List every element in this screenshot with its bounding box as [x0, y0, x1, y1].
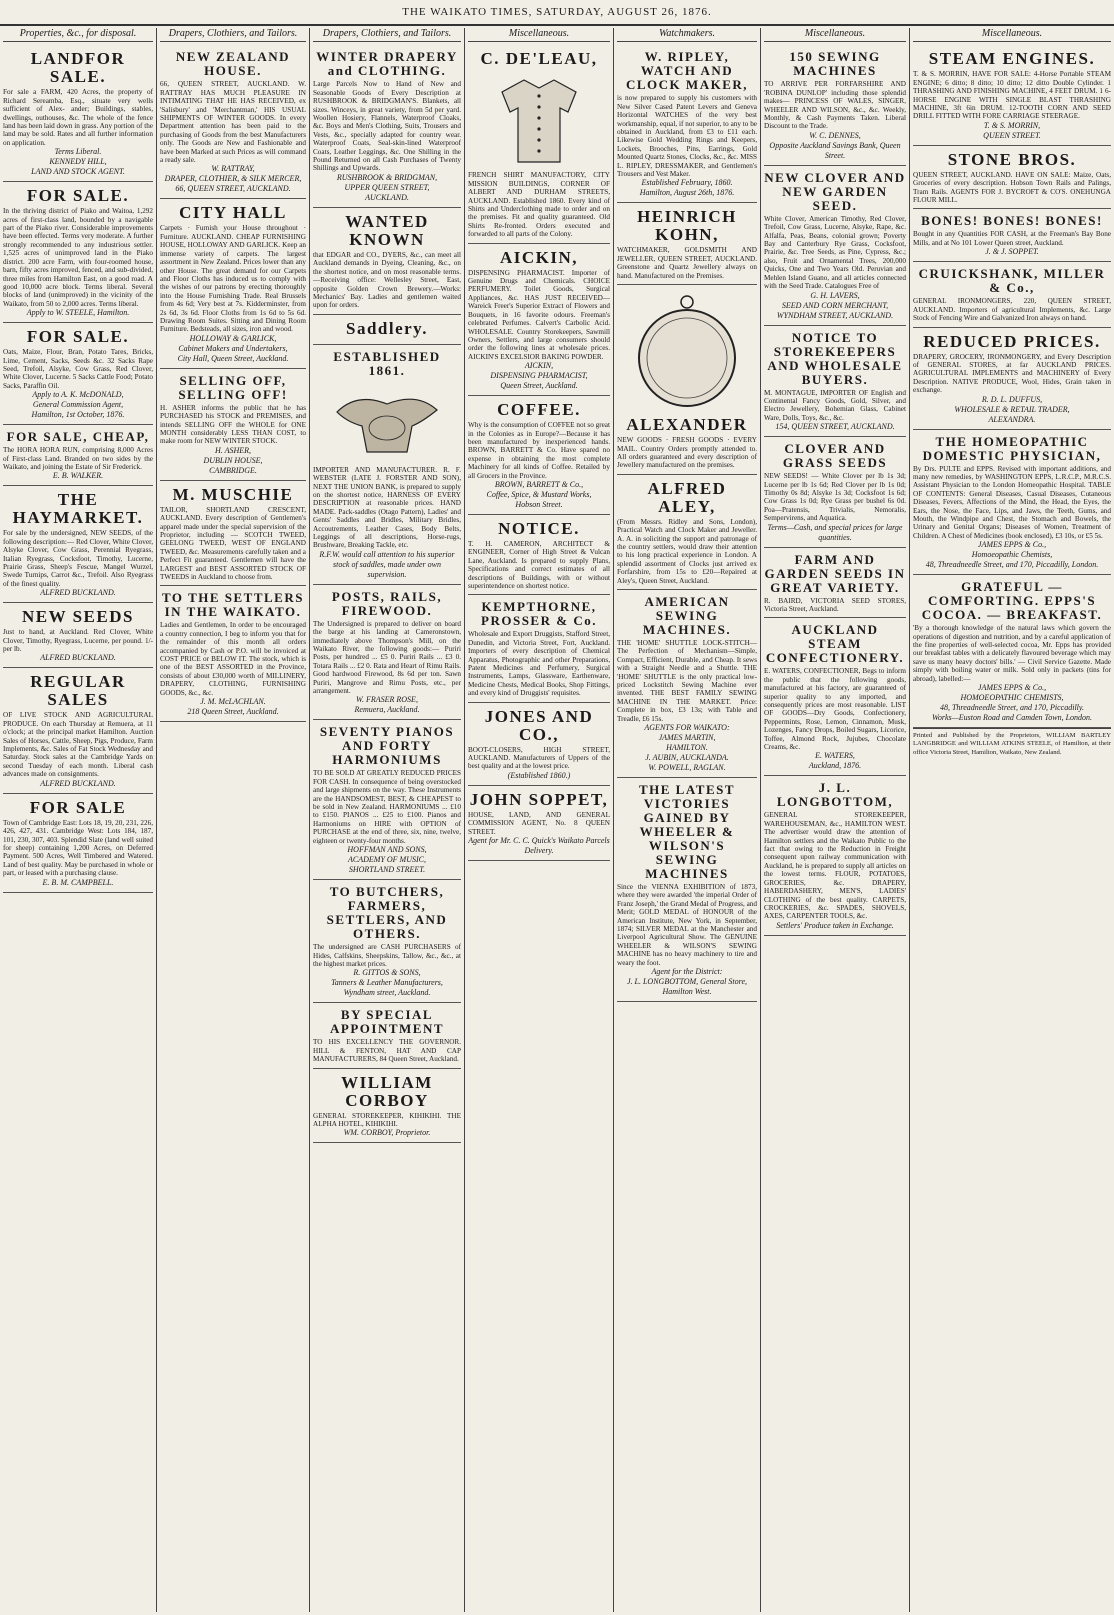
ad-body: The undersigned are CASH PURCHASERS of Hides, Calfskins, Sheepskins, Tallow, &c., &c., at the highest market prices.: [313, 943, 461, 968]
ad-title: SEVENTY PIANOS AND FORTY HARMONIUMS: [319, 724, 455, 768]
advertisement: [468, 396, 610, 515]
advertisement: [468, 515, 610, 595]
ad-signature: 66, QUEEN STREET, AUCKLAND.: [175, 184, 291, 194]
ad-title: NOTICE TO STOREKEEPERS AND WHOLESALE BUYERS.: [767, 329, 903, 387]
ad-title: ESTABLISHED 1861.: [333, 348, 441, 378]
ad-title: CITY HALL: [179, 203, 287, 223]
column-6: [761, 28, 910, 1612]
advertisement: [913, 209, 1111, 262]
ad-body: NEW GOODS · FRESH GOODS · EVERY MAIL. Country Orders promptly attended to. All orders guaranteed and every description of Jewellery manufactured on the premises.: [617, 436, 757, 470]
ad-title: J. L. LONGBOTTOM,: [776, 780, 894, 810]
ad-title: BONES! BONES! BONES!: [921, 213, 1103, 229]
advertisement: [617, 45, 757, 203]
ad-signature: HAMILTON.: [666, 743, 708, 753]
ad-signature: (Established 1860.): [507, 770, 571, 780]
ad-signature: DRAPER, CLOTHIER, & SILK MERCER,: [164, 174, 302, 184]
ad-body: Just to hand, at Auckland. Red Clover, White Clover, Timothy, Ryegrass, Lucerne, per pound. 1/- per lb.: [3, 628, 153, 654]
ad-signature: JAMES EPPS & Co.,: [977, 683, 1047, 693]
ad-body: Bought in any Quantities FOR CASH, at the Freeman's Bay Bone Mills, and at No 101 Lower Queen street, Auckland.: [913, 230, 1111, 247]
ad-signature: QUEEN STREET.: [983, 130, 1041, 140]
column-header: Drapers, Clothiers, and Tailors.: [160, 28, 306, 42]
column-header: Miscellaneous.: [913, 28, 1111, 42]
ad-signature: E. B. M. CAMPBELL.: [42, 877, 114, 887]
column-header: Properties, &c., for disposal.: [3, 28, 153, 42]
ad-signature: Auckland, 1876.: [808, 761, 862, 771]
ad-body: R. BAIRD, VICTORIA SEED STORES, Victoria Street, Auckland.: [764, 596, 906, 613]
advertisement: [313, 208, 461, 315]
ad-title: STEAM ENGINES.: [928, 49, 1096, 69]
ad-signature: Hamilton West.: [662, 987, 712, 997]
ad-signature: Coffee, Spice, & Mustard Works,: [486, 489, 592, 499]
ad-signature: ALEXANDRA.: [988, 414, 1036, 424]
ad-signature: ACADEMY OF MUSIC,: [348, 855, 426, 865]
ad-signature: Remuera, Auckland.: [354, 705, 420, 715]
ad-signature: AUCKLAND.: [365, 192, 409, 202]
advertisement: [313, 880, 461, 1003]
ad-signature: DISPENSING PHARMACIST,: [490, 371, 588, 381]
ad-title: FOR SALE.: [26, 186, 130, 206]
ad-body: White Clover, American Timothy, Red Clover, Trefoil, Cow Grass, Lucerne, Alsyke, Rape, &c. Alfalfa, Peas, Beans, colonial grown; Poverty Bay and Canterbury Rye Grass, Cocksfoot, Prairie, &c. Tree Seeds, as Pine, Cypress, &c.; also, Fruit and Ornamental Trees, 200,000 Quicks, One and Two Years Old. Peruvian and Mehlen Island Guano, and all articles connected with the Seed Trade. Catalogues Free of: [764, 214, 906, 291]
ad-body: Ladies and Gentlemen, In order to be encouraged a country connection, I beg to inform you that for the remainder of this month all orders accompanied by Cash or P.O. will be invoiced at COST PRICE or BELOW IT. The stock, which is one of the BEST ASSORTED in the Province, consists of about £30,000 worth of MILLINERY, DRAPERY, CLOTHING, FURNISHING GOODS, &c., &c.: [160, 621, 306, 697]
advertisement: [617, 778, 757, 1002]
ad-title: POSTS, RAILS, FIREWOOD.: [331, 588, 443, 618]
ad-title: HEINRICH KOHN,: [637, 207, 737, 245]
column-ads: [3, 45, 153, 892]
column-1: [0, 28, 157, 1612]
ad-signature: E. B. WALKER.: [52, 471, 104, 481]
advertisement: [764, 548, 906, 619]
ad-body: Oats, Maize, Flour, Bran, Potato Tares, Bricks, Lime, Cement, Sacks, Seeds &c. 32 Sacks Rape Seed, Trefoil, Alsyke, Cow Grass, Red Clover, White Clover, Lucerne. 5 Sacks Cattle Food; Potato Sacks, Paraffin Oil.: [3, 348, 153, 390]
ad-signature: J. L. LONGBOTTOM, General Store,: [626, 977, 747, 987]
ad-signature: R.F.W. would call attention to his superior stock of saddles, made under own supervision.: [319, 549, 455, 579]
advertisement: [160, 481, 306, 587]
ad-title: BY SPECIAL APPOINTMENT: [330, 1007, 444, 1037]
ad-title: C. DE'LEAU,: [480, 49, 598, 69]
advertisement: [468, 786, 610, 861]
ad-signature: Opposite Auckland Savings Bank, Queen Street.: [769, 140, 901, 160]
ad-signature: 154, QUEEN STREET, AUCKLAND.: [775, 422, 895, 432]
ad-title: W. RIPLEY, WATCH AND CLOCK MAKER,: [626, 49, 748, 93]
advertisement: [3, 668, 153, 793]
ad-signature: LAND AND STOCK AGENT.: [31, 167, 125, 177]
ad-signature: AGENTS FOR WAIKATO:: [644, 723, 730, 733]
ad-title: ALFRED ALEY,: [647, 478, 727, 516]
ad-body: GENERAL STOREKEEPER, WAREHOUSEMAN, &c., HAMILTON WEST. The advertiser would draw the attention of Hamilton settlers and the Waikato Public to the fact that owing to the Reduction in Freight consequent upon railway communication with Auckland, he is prepared to supply all articles on the lowest terms. FLOUR, POTATOES, GROCERIES, &c. DRAPERY, HABERDASHERY, MEN'S, LADIES' CLOTHING of the best quality. CARPETS, CROCKERIES, &c. SPADES, SHOVELS, AXES, CARPENTER TOOLS, &c.: [764, 811, 906, 921]
ad-body: GENERAL IRONMONGERS, 220, QUEEN STREET, AUCKLAND. Importers of agricultural Implements, &c. Large Stock of Fencing Wire and Galvanized Iron always on hand.: [913, 297, 1111, 323]
ad-signature: Cabinet Makers and Undertakers,: [178, 343, 288, 353]
column-ads: [468, 45, 610, 861]
ad-body: 'By a thorough knowledge of the natural laws which govern the operations of digestion and nutrition, and by a careful application of the fine properties of well-selected cocoa, Mr. Epps has provided our breakfast tables with a delicately flavoured beverage which may save us many heavy doctors' bills.' — Civil Service Gazette. Made simply with boiling water or milk. Sold only in packets (tins for abroad), labelled:—: [913, 624, 1111, 683]
ad-body: 66, QUEEN STREET, AUCKLAND. W. RATTRAY HAS MUCH PLEASURE IN INTIMATING THAT HE HAS RECEIVED, ex 'Salisbury' and 'Merchantman,' HIS USUAL SHIPMENTS OF WINTER GOODS. In every Department attention has been paid to the purchasing of Goods from the best Manufacturers only. The Goods are New and Fashionable and have been Marked at such Prices as will command a ready sale.: [160, 80, 306, 165]
ad-signature: HOFFMAN AND SONS,: [347, 845, 427, 855]
ad-title: NOTICE.: [498, 518, 580, 538]
ad-signature: Hamilton, 1st October, 1876.: [31, 410, 125, 420]
ad-body: Why is the consumption of COFFEE not so great in the Colonies as in Europe?—Because it has been manufactured by inexperienced hands. BROWN, BARRETT & Co. Have spared no expense in obtaining the most complete Machinery for all kinds of Coffee. Retailed by all Grocers in the Province.: [468, 421, 610, 480]
ad-body: (From Messrs. Ridley and Sons, London), Practical Watch and Clock Maker and Jeweller. A. A. in soliciting the support and patronage of the country settlers, would draw their attention to his long practical experience in London. A splendid assortment of Clocks just arrived ex Forfarshire, from 15s to £20—Repaired at Aley's, Queen Street, Auckland.: [617, 517, 757, 585]
column-2: [157, 28, 310, 1612]
advertisement: [913, 328, 1111, 430]
advertisement: [468, 595, 610, 702]
ad-signature: T. & S. MORRIN,: [983, 120, 1041, 130]
column-header: Miscellaneous.: [764, 28, 906, 42]
ad-signature: J. AUBIN, AUCKLANDA.: [645, 753, 729, 763]
advertisement: [468, 244, 610, 396]
ad-body: DRAPERY, GROCERY, IRONMONGERY, and Every Description of GENERAL STORES, at far AUCKLAND PRICES. AGRICULTURAL IMPLEMENTS and MACHINERY of Every Description. NATIVE PRODUCE, Wool, Hides, Grain taken in exchange.: [913, 352, 1111, 395]
advertisement: [313, 585, 461, 721]
ad-signature: J. & J. SOPPET.: [985, 247, 1039, 257]
ad-signature: W. C. DENNES,: [809, 130, 861, 140]
ad-title: STONE BROS.: [947, 149, 1077, 169]
ad-body: OF LIVE STOCK AND AGRICULTURAL PRODUCE. On each Thursday at Remuera, at 11 o'clock; at the principal market Hamilton. Auction Sales of Horses, Cattle, Sheep, Pigs, Produce, Farm Implements, &c. Sales of Fat Stock Wednesday and Saturday. Stock sales at the Cambridge Yards on second Tuesday of each month. Liberal cash advances made on consignments.: [3, 711, 153, 779]
ad-title: NEW SEEDS: [22, 607, 134, 627]
ad-signature: Wyndham street, Auckland.: [343, 988, 431, 998]
ad-signature: ALFRED BUCKLAND.: [40, 778, 116, 788]
ad-signature: CAMBRIDGE.: [209, 465, 257, 475]
column-4: [465, 28, 614, 1612]
ad-body: Wholesale and Export Druggists, Stafford Street, Dunedin, and Victoria Street, Fort, Auckland. Importers of every description of Chemical Apparatus, Photographic and other Preparations, Patent Medicines and Perfumery, Surgical Instruments, Lamps, Glassware, Earthenware, Medicine Chests, Medical Books, Shop Fittings, and every kind of Druggists' requisites.: [468, 630, 610, 698]
ad-title: FOR SALE: [29, 797, 127, 817]
ad-signature: RUSHBROOK & BRIDGMAN,: [336, 172, 438, 182]
ad-title: NEW ZEALAND HOUSE.: [175, 49, 291, 79]
advertisement: [764, 326, 906, 438]
ad-body: FRENCH SHIRT MANUFACTORY, CITY MISSION BUILDINGS, CORNER OF ALBERT AND DURHAM STREETS, AUCKLAND. Established 1860. Every kind of Shirts and Underclothing made to order and on the premises. Fit and quality guaranteed. Old Shirts Re-fronted. Orders executed and forwarded to all parts of the Colony.: [468, 171, 610, 239]
column-ads: [617, 45, 757, 1002]
ad-signature: AICKIN,: [524, 361, 554, 371]
ad-signature: Tanners & Leather Manufacturers,: [331, 978, 443, 988]
ad-signature: W. POWELL, RAGLAN.: [648, 763, 726, 773]
ad-title: JONES AND CO.,: [484, 706, 594, 744]
ad-signature: WYNDHAM STREET, AUCKLAND.: [776, 310, 894, 320]
ad-body: The Undersigned is prepared to deliver on board the barge at his landing at Cameronstown, immediately above Thompson's Mill, on the Waikato River, the following goods:— Puriri Posts, per hundred ... £5 0. Puriri Rails ... £3 0. Totara Rails ... £2 0. Rata and Heart of Rimu Rails. Good hardwood Firewood, 8s 6d per ton. Sawn Puriri, Mangrove and Rimu Posts, etc., per arrangement.: [313, 619, 461, 696]
ad-body: The HORA HORA RUN, comprising 8,000 Acres of First-class Land. Branded on two sides by the Waikato, and joining the Estate of Sir Frederick.: [3, 446, 153, 471]
ad-signature: Terms Liberal.: [54, 147, 102, 157]
advertisement: [3, 323, 153, 425]
advertisement: [764, 618, 906, 776]
advertisement: [313, 1003, 461, 1068]
ad-signature: W. RATTRAY,: [211, 164, 255, 174]
advertisement: [617, 475, 757, 590]
ad-title: THE LATEST VICTORIES GAINED BY WHEELER & WILSON'S SEWING MACHINES: [638, 782, 736, 882]
ad-signature: ALFRED BUCKLAND.: [40, 588, 116, 598]
masthead: THE WAIKATO TIMES, SATURDAY, AUGUST 26, 1876.: [0, 0, 1114, 26]
ad-body: GENERAL STOREKEEPER, KIHIKIHI. THE ALPHA HOTEL, KIHIKIHI.: [313, 1111, 461, 1128]
ad-signature: Agent for the District:: [651, 967, 723, 977]
advertisement: [3, 603, 153, 668]
ad-signature: Agent for Mr. C. C. Quick's Waikato Parcels Delivery.: [468, 836, 610, 856]
ad-body: T. H. CAMERON, ARCHITECT & ENGINEER, Corner of High Street & Vulcan Lane, Auckland. Is prepared to supply Plans, Specifications and correct estimates of all descriptions of Buildings, with or without superintendence on shortest notice.: [468, 539, 610, 590]
advertisement: [313, 315, 461, 345]
ad-body: Carpets · Furnish your House throughout · Furniture. AUCKLAND. CHEAP FURNISHING HOUSE, HOLLOWAY AND GARLICK. Keep an immense variety of carpets. The largest assortment in New Zealand. Prices lower than any other House. The great demand for our Carpets and Floor Cloths has induced us to comply with the wishes of our patrons by erecting thoroughly into the House Furnishing Trade. Real Brussels from 4s 6d; Very best at 7s. Kidderminster, from 2s 6d, 3s 6d. Floor Cloths from 1s 6d to 5s 6d. Drawing Room Suites. Sitting and Dining Room Furniture. Bedsteads, all sizes, iron and wood.: [160, 224, 306, 334]
ad-title: THE HOMEOPATHIC DOMESTIC PHYSICIAN,: [922, 433, 1102, 463]
advertisement: [3, 425, 153, 486]
advertisement: [764, 45, 906, 165]
ad-title: GRATEFUL — COMFORTING. EPPS'S COCOA. — BREAKFAST.: [921, 579, 1103, 623]
imprint: Printed and Published by the Proprietors, WILLIAM BARTLEY LANGBRIDGE and WILLIAM ATKINS STEELE, of Hamilton, at their office Victoria Street, Hamilton, Waikato, New Zealand.: [913, 728, 1111, 757]
ad-body: In the thriving district of Piako and Waitoa, 1,292 acres of first-class land, bounded by a navigable part of the Piako river. Considerable improvements have been effected. Terms very moderate. A further strongly recommended to any industrious settler. 1,525 acres of unimproved land in the Piako district. 200 acre Farm, with four-roomed house, barn, fifty acres improved, fenced, and sub-divided, three miles from Hamilton East, on a good road. A good 10,000 acre block. Terms liberal. Several blocks of land (unimproved) in the vicinity of the Waikato, from 50 to 2,000 acres. Terms liberal.: [3, 207, 153, 308]
ad-signature: H. ASHER,: [214, 445, 252, 455]
ad-body: BOOT-CLOSERS, HIGH STREET, AUCKLAND. Manufacturers of Uppers of the best quality and at the lowest price.: [468, 745, 610, 771]
advertisement: [160, 45, 306, 199]
advertisement: [764, 437, 906, 547]
ad-signature: General Commission Agent,: [32, 400, 124, 410]
advertisement: [764, 166, 906, 326]
ad-body: WATCHMAKER, GOLDSMITH AND JEWELLER, QUEEN STREET, AUCKLAND. Greenstone and Quartz Jewellery always on hand. Manufactured on the Premises.: [617, 246, 757, 280]
advertisement: [617, 590, 757, 778]
ad-title: M. MUSCHIE: [172, 484, 294, 504]
ad-signature: KENNEDY HILL,: [49, 157, 107, 167]
ad-body: that EDGAR and CO., DYERS, &c., can meet all Auckland demands in Dyeing, Cleaning, &c., on the shortest notice, and on most reasonable terms.—Receiving office: Wellesley Street, East, opposite Golden Crown Brewery.—Works: Mechanics' Bay. Ladies and gentlemen waited upon for orders.: [313, 250, 461, 310]
ad-signature: HOLLOWAY & GARLICK,: [189, 333, 277, 343]
ad-body: DISPENSING PHARMACIST. Importer of Genuine Drugs and Chemicals. CHOICE PERFUMERY. Toilet Goods, Surgical Appliances, &c. HAS JUST RECEIVED— Wareick Freer's Superior Extract of Flowers and Bouquets, in 16 favorite odours. Freeman's celebrated Perfumes. Calvert's Carbolic Acid. WHOLESALE. Country Storekeepers, Sawmill Owners, Settlers, and large consumers should order the following lines at wholesale prices. AICKIN'S EXCELSIOR BAKING POWDER.: [468, 268, 610, 361]
ad-body: Town of Cambridge East: Lots 18, 19, 20, 231, 226, 426, 427, 431. Cambridge West: Lots 184, 187, 101, 230, 307, 403. Splendid Slate (land well suited for sheep) containing 1,200 Acres, on Deferred Payment. 500 Acres, Well Timbered and Watered. Land of best quality. May be purchased in whole or part, or leased with a purchasing clause.: [3, 818, 153, 878]
advertisement: [617, 203, 757, 285]
ad-body: E. WATERS, CONFECTIONER, Begs to inform the public that the following goods, manufactured at his factory, are guaranteed of superior quality to any imported, and consequently prices are most reasonable. LIST OF GOODS—Dry Goods, Confectionery, Peppermints, Rose, Lemon, Cinnamon, Musk, Lozenges, Fancy Drops, Boiled Sugars, Licorice, Toffee, Almond Rock, Jujubes, Chocolate Creams, &c.: [764, 667, 906, 752]
ad-title: CLOVER AND GRASS SEEDS: [782, 441, 888, 471]
column-7: [910, 28, 1114, 1612]
advertisement: [160, 199, 306, 368]
ad-title: FARM AND GARDEN SEEDS IN GREAT VARIETY.: [764, 551, 906, 595]
ad-title: JOHN SOPPET,: [469, 789, 609, 809]
advertisement: [160, 369, 306, 481]
ad-signature: JAMES EPPS & Co.,: [977, 540, 1047, 550]
column-5: [614, 28, 761, 1612]
ad-signature: WM. CORBOY, Proprietor.: [343, 1128, 431, 1138]
ad-signature: Apply to W. STEELE, Hamilton.: [26, 308, 130, 318]
advertisement: [3, 794, 153, 893]
ad-body: TO BE SOLD AT GREATLY REDUCED PRICES FOR CASH. In consequence of being overstocked and large shipments on the way. These Instruments are the HANDSOMEST, BEST, & CHEAPEST to be sold in New Zealand. HARMONIUMS ... £10 to £150. PIANOS ... £25 to £100. Pianos and Harmoniums on HIRE with OPTION of PURCHASE at the end of three, six, nine, twelve, eighteen or twenty-four months.: [313, 769, 461, 845]
ad-body: M. MONTAGUE, IMPORTER OF English and Continental Fancy Goods, Gold, Silver, and Electro Jewellery, Bohemian Glass, Cabinet Ware, Dolls, Toys, &c., &c.: [764, 388, 906, 422]
ad-title: WINTER DRAPERY and CLOTHING.: [316, 49, 458, 79]
ad-title: CRUICKSHANK, MILLER & Co.,: [918, 266, 1106, 296]
ad-signature: W. FRASER ROSE,: [356, 695, 418, 705]
advertisement: [468, 703, 610, 786]
ad-title: COFFEE.: [497, 400, 581, 420]
advertisement: [3, 45, 153, 182]
ad-signature: DUBLIN HOUSE,: [203, 455, 263, 465]
advertisement: [313, 1069, 461, 1144]
advertisement: [468, 45, 610, 243]
ad-body: TO ARRIVE PER FORFARSHIRE AND 'ROBINA DUNLOP' including those splendid makes— PRINCESS OF WALES, SINGER, WHEELER AND WILSON, &c., &c. Weekly, Monthly, & Cash Payments Taken. Liberal Discount to the Trade.: [764, 80, 906, 131]
ad-signature: Apply to A. K. McDONALD,: [32, 390, 124, 400]
ad-signature: J. M. McLACHLAN.: [200, 697, 266, 707]
column-ads: [160, 45, 306, 722]
ad-title: AUCKLAND STEAM CONFECTIONERY.: [765, 622, 905, 666]
saddle-illustration: [327, 382, 447, 462]
advertisement: [3, 182, 153, 323]
ad-signature: G. H. LAVERS,: [810, 290, 860, 300]
shirt-illustration: [494, 72, 584, 167]
ad-title: THE HAYMARKET.: [12, 490, 144, 528]
advertisement: [913, 430, 1111, 576]
ad-signature: 48, Threadneedle Street, and 170, Piccadilly, London.: [925, 560, 1099, 570]
ad-body: Large Parcels Now to Hand of New and Seasonable Goods of Every Description at RUSHBROOK & BRIDGMAN'S. Blankets, all sizes. Winceys, in great variety, from 5d per yard. Woollen Hosiery, Flannels, Waterproof Cloaks, &c. Boys and Men's Clothing, Suits, Trousers and Vests, &c., specially adapted for country wear. Waterproof Coats, Seal-skin-lined Waterproof Coats, Leather Leggings, &c. One Shilling in the Pound Returned on all Cash Purchases of Twenty Shillings and Upwards.: [313, 80, 461, 173]
ad-title: SELLING OFF, SELLING OFF!: [178, 372, 288, 402]
advertisement: [313, 45, 461, 207]
ad-body: IMPORTER AND MANUFACTURER. R. F. WEBSTER (LATE J. FORSTER AND SON), NEXT THE UNION BANK, is prepared to supply on the shortest notice, HARNESS OF EVERY DESCRIPTION at reasonable prices. HAND MADE. Pack-saddles (Otago Pattern), Ladies' and Gents' Saddles and Bridles, Military Bridles, Accoutrements, Leather Cases, Body Belts, Leggings of all descriptions, Horse-rugs, Brushware, Breaking Tackle, etc.: [313, 465, 461, 550]
ad-body: THE 'HOME' SHUTTLE LOCK-STITCH—The Perfection of Mechanism—Simple, Compact, Efficient, Durable, and Cheap. It sews with a Straight Needle and a Shuttle. THE 'HOME' SHUTTLE is the only practical low-priced Lockstitch Sewing Machine ever invented. THE BEST FAMILY SEWING MACHINE IN THE MARKET. Price: Complete in box, £3 13s; with Table and Treadle, £6 15s.: [617, 638, 757, 723]
ad-signature: Hamilton, August 26th, 1876.: [639, 188, 735, 198]
ad-title: REGULAR SALES: [30, 672, 126, 710]
pocket-watch-illustration: [632, 292, 742, 412]
ad-title: NEW CLOVER AND NEW GARDEN SEED.: [764, 169, 906, 213]
advertisement: [764, 776, 906, 935]
ad-signature: E. WATERS,: [815, 751, 855, 761]
ad-body: TO HIS EXCELLENCY THE GOVERNOR. HILL & FENTON, HAT AND CAP MANUFACTURERS, 84 Queen Street, Auckland.: [313, 1038, 461, 1064]
column-ads: [764, 45, 906, 935]
ad-body: By Drs. PULTE and EPPS. Revised with important additions, and many new remedies, by WASHINGTON EPPS, L.R.C.P., M.R.C.S. Assistant Physician to the London Homeopathic Hospital. TABLE OF CONTENTS: General Diseases, Casual Diseases, Cutaneous Diseases, Fevers, Affections of the Mind, the Head, the Eyes, the Ears, the Nose, the Face, Lips, and Jaws, the Teeth, Gums, and Mouth, the Windpipe and Chest, the Stomach and Bowels, the Urinary and Genital Organs; Diseases of Women, Treatment of Children. A Chest of Medicines (book enclosed), £3 10s, or £5 5s.: [913, 464, 1111, 540]
ad-signature: 218 Queen Street, Auckland.: [187, 707, 279, 717]
ad-signature: Homoeopathic Chemists,: [971, 550, 1053, 560]
ad-title: 150 SEWING MACHINES: [789, 49, 881, 79]
ad-signature: UPPER QUEEN STREET,: [344, 182, 430, 192]
column-header: Drapers, Clothiers, and Tailors.: [313, 28, 461, 42]
ad-title: TO THE SETTLERS IN THE WAIKATO.: [162, 590, 304, 620]
ad-title: FOR SALE.: [26, 327, 130, 347]
ad-title: TO BUTCHERS, FARMERS, SETTLERS, AND OTHERS.: [326, 884, 448, 942]
ad-title: AMERICAN SEWING MACHINES.: [642, 593, 732, 637]
ad-title: REDUCED PRICES.: [923, 331, 1101, 351]
advertisement: [313, 345, 461, 585]
advertisement: [913, 262, 1111, 327]
ad-body: For sale a FARM, 420 Acres, the property of Richard Sereamba, Esq., situate very wells sufficient of Alex- ander; Buildings, stables, dwellings, outhouses, &c. The whole of the fence land has been laid down in grass. Any portion of the land may be sold. Rates and all further information on application.: [3, 88, 153, 147]
ad-signature: BROWN, BARRETT & Co.,: [494, 479, 584, 489]
ad-signature: Works—Euston Road and Camden Town, London.: [931, 713, 1093, 723]
ad-title: WANTED KNOWN: [345, 211, 429, 249]
ad-body: TAILOR, SHORTLAND CRESCENT, AUCKLAND. Every description of Gentlemen's apparel made under the special supervision of the Proprietor, including — SCOTCH TWEED, GEELONG TWEED, WEST OF ENGLAND TWEED, &c. Measurements carefully taken and a Perfect Fit guaranteed. Gentlemen will have the LARGEST and BEST ASSORTED STOCK OF TWEEDS in Auckland to choose from.: [160, 505, 306, 582]
ad-title: FOR SALE, CHEAP,: [6, 429, 150, 445]
ad-signature: JAMES MARTIN,: [658, 733, 716, 743]
advertisement: [313, 720, 461, 880]
ad-body: T. & S. MORRIN, HAVE FOR SALE: 4-Horse Portable STEAM ENGINE; 6 ditto; 8 ditto; 10 ditto; 12 ditto Double Cylinder. 1 THRASHING AND FINISHING MACHINE, 4 FEET DRUM. 1 6-HORSE ENGINE WITH SINGLE BLAST THRASHING MACHINE, 3ft 6in DRUM. 12-TOOTH CORN AND SEED DRILL FITTED WITH FORE CARRIAGE STEERAGE.: [913, 70, 1111, 121]
ad-title: LANDFOR SALE.: [30, 49, 126, 87]
ad-signature: SHORTLAND STREET.: [348, 865, 426, 875]
ad-signature: SEED AND CORN MERCHANT,: [781, 300, 889, 310]
ad-signature: Hobson Street.: [515, 499, 563, 509]
column-ads: [313, 45, 461, 1143]
ad-signature: Queen Street, Auckland.: [500, 381, 578, 391]
column-header: Miscellaneous.: [468, 28, 610, 42]
ad-body: HOUSE, LAND, AND GENERAL COMMISSION AGENT, No. 8 QUEEN STREET.: [468, 810, 610, 836]
advertisement: [913, 45, 1111, 145]
ad-signature: R. D. L. DUFFUS,: [981, 394, 1043, 404]
ad-signature: HOMOEOPATHIC CHEMISTS,: [960, 693, 1064, 703]
ad-body: QUEEN STREET, AUCKLAND. HAVE ON SALE: Maize, Oats, Groceries of every description. Hobson Town Rails and Palings, Tram Rails. AGENTS FOR J. BYCROFT & CO'S. ONEHUNGA FLOUR MILL.: [913, 170, 1111, 205]
ad-signature: ALFRED BUCKLAND.: [40, 653, 116, 663]
ad-title: AICKIN,: [499, 247, 579, 267]
ad-title: Saddlery.: [346, 318, 428, 338]
ad-signature: City Hall, Queen Street, Auckland.: [177, 353, 289, 363]
ad-signature: Terms—Cash, and special prices for large quantities.: [767, 522, 903, 542]
column-header: Watchmakers.: [617, 28, 757, 42]
column-3: [310, 28, 465, 1612]
ad-body: is now prepared to supply his customers with New Silver Cased Patent Levers and Geneva Horizontal WATCHES of the very best workmanship, equal, if not superior, to any to be obtained in Auckland, from £3 to £11 each. Likewise Gold Wedding Rings and Keepers, Lockets, Brooches, Pins, Earrings, Gold Mounted Quartz Stones, Clocks, &c., &c. MISS L. RIPLEY, DRESSMAKER, and Gentlemen's Trousers and Vest Maker.: [617, 94, 757, 179]
column-ads: [913, 45, 1111, 728]
advertisement: [617, 285, 757, 475]
advertisement: [913, 575, 1111, 728]
ad-title: WILLIAM CORBOY: [341, 1072, 433, 1110]
advertisement: [913, 146, 1111, 210]
advertisement: [160, 586, 306, 722]
ad-body: H. ASHER informs the public that he has PURCHASED his STOCK and PREMISES, and intends SELLING OFF the WHOLE for ONE MONTH considerably LESS THAN COST, to make room for NEW WINTER STOCK.: [160, 403, 306, 446]
ad-signature: WHOLESALE & RETAIL TRADER,: [954, 404, 1070, 414]
ad-body: NEW SEEDS! — White Clover per lb 1s 3d; Lucerne per lb 1s 6d; Red Clover per lb 1s 0d; Timothy 0s 8d; Alsyke 1s 3d; Cocksfoot 1s 6d; Cow Grass 1s 0d; Rye Grass per bushel 6s 0d. Poa—Pratensis, Trivialis, Nemoralis, Sempervirens, and Aquatica.: [764, 472, 906, 523]
ad-signature: R. GITTOS & SONS,: [353, 968, 421, 978]
ad-signature: Established February, 1860.: [641, 178, 733, 188]
ad-signature: 48, Threadneedle Street, and 170, Piccadilly.: [939, 703, 1085, 713]
ad-title: ALEXANDER: [626, 415, 748, 435]
ad-signature: Settlers' Produce taken in Exchange.: [776, 920, 894, 930]
ad-body: Since the VIENNA EXHIBITION of 1873, where they were awarded 'the imperial Order of Franz Joseph,' the Grand Medal of Progress, and Merit; GOLD MEDAL of HONOUR of the American Institute, New York, in September, 1874; SILVER MEDAL at the Manchester and Liverpool Agricultural Show. The GENUINE WHEELER & WILSON'S SEWING MACHINE has no heavy machinery to tire and weary the foot.: [617, 883, 757, 967]
ad-title: KEMPTHORNE, PROSSER & Co.: [481, 599, 597, 629]
advertisement: [3, 486, 153, 603]
ad-body: For sale by the undersigned, NEW SEEDS, of the following description:— Red Clover, White Clover, Alsyke Clover, Cow Grass, Perennial Ryegrass, Italian Ryegrass, Cocksfoot, Timothy, Lucerne, Prairie Grass, Sheep's Fescue, Mangel Wurzel, Swede Turnips, Carrot &c., Trefoil. Also Ryegrass of the finest quality.: [3, 529, 153, 588]
